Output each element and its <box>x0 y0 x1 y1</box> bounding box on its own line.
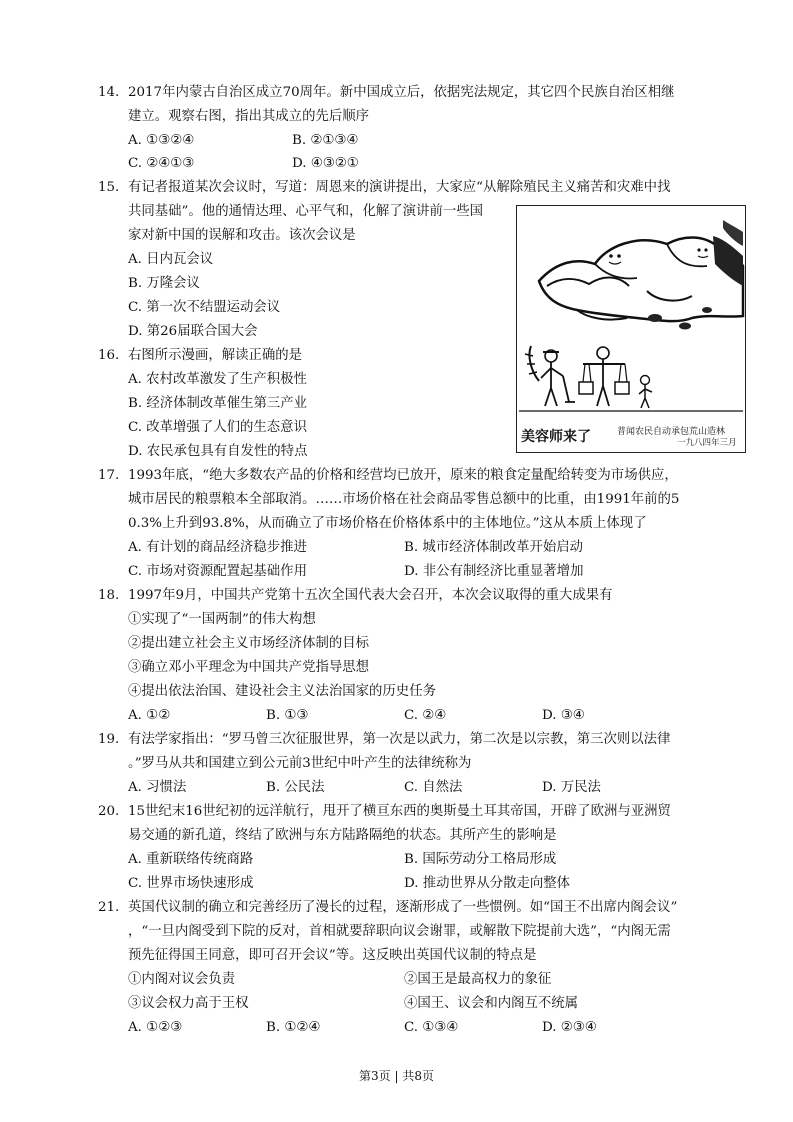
question-stem-line: 家对新中国的误解和攻击。该次会议是 <box>128 228 356 243</box>
statement-item: ①实现了“一国两制”的伟大构想 <box>128 612 316 627</box>
option-a: A. 日内瓦会议 <box>128 252 214 267</box>
statement-item: ①内阁对议会负责 <box>128 972 236 987</box>
question-stem-line: 城市居民的粮票粮本全部取消。……市场价格在社会商品零售总额中的比重，由1991年前的5 <box>128 492 680 507</box>
statement-item: ④国王、议会和内阁互不统属 <box>404 996 579 1011</box>
option-d: D. 农民承包具有自发性的特点 <box>128 444 308 459</box>
question-number: 16. <box>98 348 120 363</box>
option-a: A. 有计划的商品经济稳步推进 <box>128 540 307 555</box>
option-a: A. ①③②④ <box>128 133 195 148</box>
option-c: C. 第一次不结盟运动会议 <box>128 300 281 315</box>
question-number: 14. <box>98 85 120 100</box>
question-stem-line: 英国代议制的确立和完善经历了漫长的过程，逐渐形成了一些惯例。如“国王不出席内阁会议” <box>128 900 678 915</box>
option-b: B. 经济体制改革催生第三产业 <box>128 396 308 411</box>
option-b: B. 万隆会议 <box>128 276 200 291</box>
option-a: A. 重新联络传统商路 <box>128 852 254 867</box>
question-stem-line: 有记者报道某次会议时，写道：周恩来的演讲提出，大家应“从解除殖民主义痛苦和灾难中找 <box>128 180 671 195</box>
option-b: B. ①③ <box>266 708 309 723</box>
question-stem-line: 。”罗马从共和国建立到公元前3世纪中叶产生的法律统称为 <box>128 756 472 771</box>
option-b: B. ②①③④ <box>292 133 359 148</box>
option-a: A. ①②③ <box>128 1020 183 1035</box>
option-a: A. ①② <box>128 708 171 723</box>
option-a: A. 农村改革激发了生产积极性 <box>128 372 307 387</box>
option-d: D. 非公有制经济比重显著增加 <box>404 564 584 579</box>
option-b: B. 城市经济体制改革开始启动 <box>404 540 584 555</box>
option-d: D. ②③④ <box>542 1020 597 1035</box>
cartoon-figure <box>516 205 746 453</box>
option-c: C. 改革增强了人们的生态意识 <box>128 420 307 435</box>
question-stem-line: ，“一旦内阁受到下院的反对，首相就要辞职向议会谢罪，或解散下院提前大选”，“内阁无需 <box>128 924 671 939</box>
cartoon-signature: 普闻农民自动承包荒山造林 <box>617 427 726 437</box>
option-d: D. 推动世界从分散走向整体 <box>404 876 571 891</box>
option-d: D. ④③②① <box>292 156 359 171</box>
question-stem-line: 15世纪末16世纪初的远洋航行，甩开了横亘东西的奥斯曼土耳其帝国，开辟了欧洲与亚洲贸 <box>128 804 671 819</box>
option-c: C. ①③④ <box>404 1020 459 1035</box>
option-a: A. 习惯法 <box>128 780 187 795</box>
question-stem-line: 2017年内蒙古自治区成立70周年。新中国成立后，依据宪法规定，其它四个民族自治区相继 <box>128 85 675 100</box>
question-stem-line: 1997年9月，中国共产党第十五次全国代表大会召开，本次会议取得的重大成果有 <box>128 588 613 603</box>
statement-item: ③议会权力高于王权 <box>128 996 249 1011</box>
question-number: 20. <box>98 804 120 819</box>
option-c: C. 自然法 <box>404 780 463 795</box>
option-d: D. 第26届联合国大会 <box>128 324 258 339</box>
option-b: B. ①②④ <box>266 1020 321 1035</box>
option-c: C. 市场对资源配置起基础作用 <box>128 564 307 579</box>
question-stem-line: 预先征得国王同意，即可召开会议”等。这反映出英国代议制的特点是 <box>128 948 537 963</box>
question-number: 17. <box>98 468 120 483</box>
question-stem-line: 共同基础”。他的通情达理、心平气和，化解了演讲前一些国 <box>128 204 483 219</box>
question-number: 21. <box>98 900 120 915</box>
question-stem-line: 0.3%上升到93.8%，从而确立了市场价格在价格体系中的主体地位。”这从本质上体现了 <box>128 516 647 531</box>
option-d: D. 万民法 <box>542 780 601 795</box>
option-b: B. 公民法 <box>266 780 325 795</box>
question-number: 15. <box>98 180 120 195</box>
question-stem-line: 右图所示漫画，解读正确的是 <box>128 348 303 363</box>
question-number: 18. <box>98 588 120 603</box>
option-b: B. 国际劳动分工格局形成 <box>404 852 557 867</box>
question-number: 19. <box>98 732 120 747</box>
option-c: C. ②④①③ <box>128 156 195 171</box>
statement-item: ②提出建立社会主义市场经济体制的目标 <box>128 636 370 651</box>
option-d: D. ③④ <box>542 708 585 723</box>
question-stem-line: 建立。观察右图，指出其成立的先后顺序 <box>128 109 370 124</box>
page-footer: 第3页 | 共8页 <box>359 1069 434 1083</box>
question-stem-line: 有法学家指出：“罗马曾三次征服世界，第一次是以武力，第二次是以宗教，第三次则以法律 <box>128 732 671 747</box>
statement-item: ③确立邓小平理念为中国共产党指导思想 <box>128 660 370 675</box>
statement-item: ②国王是最高权力的象征 <box>404 972 552 987</box>
question-stem-line: 1993年底，“绝大多数农产品的价格和经营均已放开，原来的粮食定量配给转变为市场供应， <box>128 468 678 483</box>
cartoon-date: 一九八四年三月 <box>677 438 737 448</box>
option-c: C. 世界市场快速形成 <box>128 876 254 891</box>
cartoon-drawing <box>517 206 745 452</box>
cartoon-title: 美容师来了 <box>521 429 591 445</box>
option-c: C. ②④ <box>404 708 447 723</box>
question-stem-line: 易交通的新孔道，终结了欧洲与东方陆路隔绝的状态。其所产生的影响是 <box>128 828 557 843</box>
statement-item: ④提出依法治国、建设社会主义法治国家的历史任务 <box>128 684 436 699</box>
